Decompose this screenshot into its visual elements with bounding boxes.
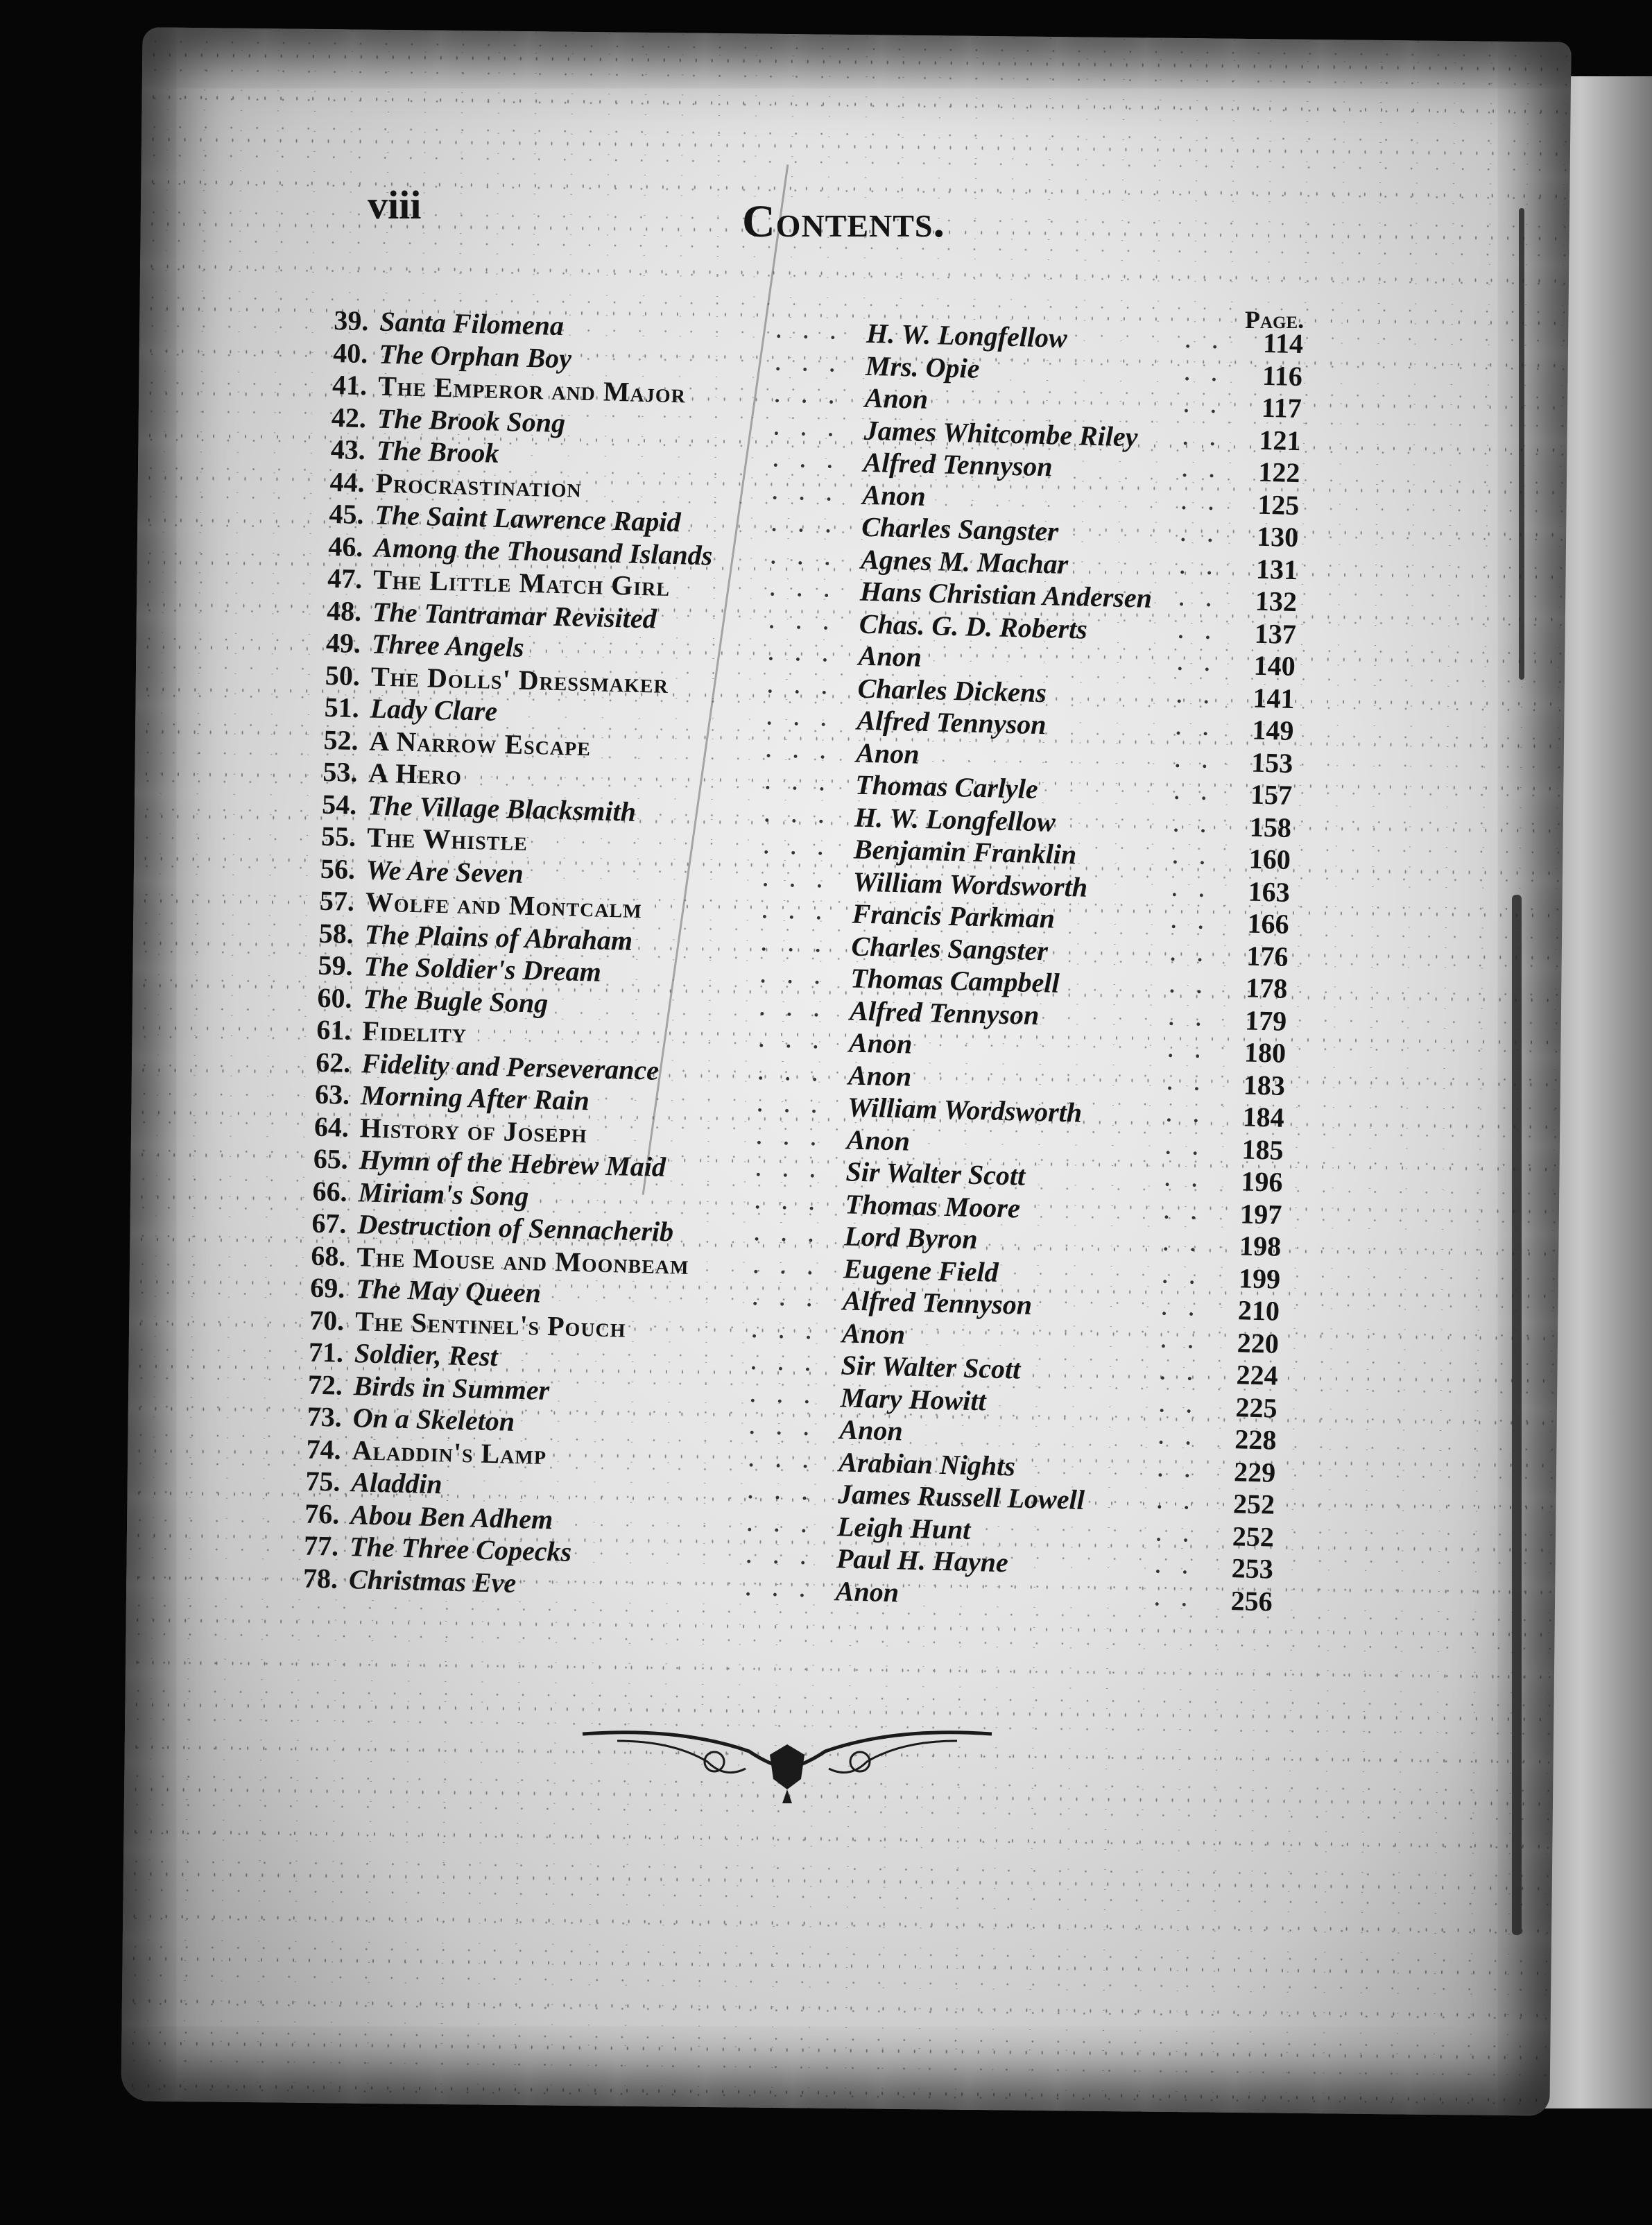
leader-dots: . . . xyxy=(768,609,837,635)
entry-page: 198 xyxy=(1239,1230,1282,1262)
entry-number: 58. xyxy=(318,917,354,950)
entry-author: Alfred Tennyson xyxy=(863,446,1053,483)
leader-dots: . . xyxy=(1155,1554,1196,1579)
binding-fold xyxy=(1519,208,1524,680)
entry-title: Destruction of Sennacherib xyxy=(357,1208,674,1248)
leader-dots: . . xyxy=(1160,1361,1201,1386)
entry-number: 53. xyxy=(322,755,359,789)
leader-dots: . . xyxy=(1183,393,1225,418)
binding-fold-lower xyxy=(1512,895,1522,1935)
contents-list xyxy=(274,304,1304,1618)
entry-title: The Tantramar Revisited xyxy=(372,596,657,635)
entry-page: 163 xyxy=(1248,875,1291,908)
entry-title: A Narrow Escape xyxy=(369,724,592,762)
entry-number: 74. xyxy=(306,1433,342,1466)
entry-number: 70. xyxy=(309,1304,345,1337)
entry-title: Morning After Rain xyxy=(360,1079,590,1117)
entry-page: 196 xyxy=(1240,1165,1284,1198)
entry-page: 140 xyxy=(1253,649,1296,682)
ornament-divider-icon xyxy=(576,1713,999,1810)
entry-title: The Orphan Boy xyxy=(378,338,572,374)
entry-number: 39. xyxy=(333,304,369,337)
entry-title: The Village Blacksmith xyxy=(367,789,637,827)
leader-dots: . . xyxy=(1162,1264,1204,1289)
entry-number: 51. xyxy=(324,691,360,724)
leader-dots: . . xyxy=(1166,1103,1207,1128)
entry-title: The Soldier's Dream xyxy=(363,950,602,988)
leader-dots: . . . xyxy=(771,513,840,538)
entry-author: Lord Byron xyxy=(843,1220,979,1255)
entry-number: 62. xyxy=(315,1046,351,1079)
entry-title: Fidelity xyxy=(361,1015,467,1049)
entry-author: Thomas Carlyle xyxy=(854,768,1039,805)
entry-page: 114 xyxy=(1262,327,1304,360)
entry-title: Procrastination xyxy=(375,467,583,504)
leader-dots: . . . xyxy=(762,867,831,893)
entry-number: 55. xyxy=(320,820,356,853)
entry-title: Miriam's Song xyxy=(358,1176,529,1212)
leader-dots: . . . xyxy=(763,835,832,860)
leader-dots: . . . xyxy=(746,1512,816,1537)
entry-page: 131 xyxy=(1255,553,1298,585)
leader-dots: . . . xyxy=(764,802,833,828)
entry-title: A Hero xyxy=(368,757,463,791)
entry-page: 180 xyxy=(1244,1036,1287,1069)
entry-author: Thomas Campbell xyxy=(850,962,1060,999)
entry-number: 72. xyxy=(307,1368,343,1401)
entry-number: 69. xyxy=(309,1271,345,1304)
entry-page: 228 xyxy=(1234,1423,1277,1456)
leader-dots: . . xyxy=(1155,1522,1197,1547)
entry-number: 54. xyxy=(321,788,357,821)
entry-number: 43. xyxy=(330,433,366,466)
entry-title: The Sentinel's Pouch xyxy=(354,1305,627,1343)
entry-page: 179 xyxy=(1244,1004,1287,1037)
entry-title: The Little Match Girl xyxy=(372,563,671,602)
leader-dots: . . xyxy=(1168,1006,1210,1031)
entry-number: 48. xyxy=(326,594,362,627)
leader-dots: . . xyxy=(1178,587,1220,612)
entry-number: 75. xyxy=(304,1465,341,1497)
entry-page: 125 xyxy=(1257,488,1300,521)
leader-dots: . . xyxy=(1176,684,1218,708)
leader-dots: . . xyxy=(1158,1425,1200,1450)
leader-dots: . . xyxy=(1156,1490,1198,1514)
entry-number: 59. xyxy=(318,949,354,981)
entry-number: 76. xyxy=(304,1497,340,1530)
leader-dots: . . . xyxy=(764,771,834,796)
entry-author: Eugene Field xyxy=(843,1252,999,1288)
leader-dots: . . . xyxy=(751,1318,820,1344)
entry-number: 68. xyxy=(310,1239,347,1272)
entry-number: 46. xyxy=(327,530,364,562)
entry-author: Anon xyxy=(839,1414,904,1447)
entry-page: 122 xyxy=(1257,456,1301,489)
entry-number: 60. xyxy=(317,981,353,1014)
leader-dots: . . xyxy=(1182,426,1224,450)
entry-title: Fidelity and Perseverance xyxy=(361,1047,660,1086)
entry-author: James Whitcombe Riley xyxy=(863,414,1139,452)
entry-page: 185 xyxy=(1241,1133,1284,1166)
leader-dots: . . xyxy=(1164,1167,1206,1192)
entry-title: On a Skeleton xyxy=(352,1402,515,1437)
entry-page: 199 xyxy=(1238,1262,1281,1295)
entry-author: William Wordsworth xyxy=(852,866,1088,903)
entry-title: Abou Ben Adhem xyxy=(350,1498,553,1535)
leader-dots: . . xyxy=(1185,329,1226,354)
leader-dots: . . . xyxy=(768,642,836,667)
leader-dots: . . . xyxy=(772,481,841,506)
leader-dots: . . xyxy=(1184,361,1225,386)
entry-page: 132 xyxy=(1255,585,1298,618)
entry-page: 220 xyxy=(1237,1326,1280,1359)
entry-page: 253 xyxy=(1231,1552,1274,1585)
entry-page: 183 xyxy=(1243,1068,1286,1101)
leader-dots: . . . xyxy=(750,1351,819,1376)
entry-author: Anon xyxy=(864,381,929,415)
entry-page: 158 xyxy=(1249,811,1292,843)
entry-number: 41. xyxy=(332,368,368,402)
leader-dots: . . . xyxy=(760,964,829,989)
leader-dots: . . . xyxy=(770,545,839,570)
entry-author: Anon xyxy=(847,1058,912,1092)
leader-dots: . . xyxy=(1171,877,1213,902)
leader-dots: . . . xyxy=(759,996,828,1022)
entry-author: Thomas Moore xyxy=(844,1187,1021,1224)
leader-dots: . . . xyxy=(758,1029,827,1054)
page-number: viii xyxy=(368,182,422,227)
leader-dots: . . xyxy=(1182,458,1223,483)
entry-number: 47. xyxy=(327,562,363,595)
leader-dots: . . . xyxy=(762,900,830,925)
entry-title: The Plains of Abraham xyxy=(364,918,633,956)
entry-title: The Emperor and Major xyxy=(377,370,687,409)
leader-dots: . . . xyxy=(748,1447,817,1472)
entry-author: William Wordsworth xyxy=(847,1091,1083,1128)
entry-author: Charles Sangster xyxy=(851,930,1049,966)
leader-dots: . . xyxy=(1171,909,1212,934)
entry-title: Soldier, Rest xyxy=(354,1337,499,1373)
entry-page: 116 xyxy=(1262,359,1303,392)
entry-author: Arabian Nights xyxy=(838,1445,1016,1482)
entry-author: Sir Walter Scott xyxy=(841,1349,1021,1385)
leader-dots: . . . xyxy=(755,1189,823,1215)
entry-title: The Brook Song xyxy=(377,402,566,438)
leader-dots: . . . xyxy=(752,1287,821,1312)
entry-page: 117 xyxy=(1261,391,1302,424)
entry-author: Anon xyxy=(858,639,922,673)
entry-number: 73. xyxy=(307,1400,343,1433)
entry-number: 40. xyxy=(332,336,368,369)
entry-number: 65. xyxy=(313,1142,349,1175)
entry-number: 61. xyxy=(316,1013,352,1046)
leader-dots: . . xyxy=(1177,651,1219,676)
entry-author: Charles Sangster xyxy=(861,510,1059,547)
entry-number: 42. xyxy=(331,401,367,433)
page-title: Contents. xyxy=(742,196,946,247)
leader-dots: . . xyxy=(1176,716,1217,741)
entry-author: Anon xyxy=(846,1123,911,1157)
entry-author: Chas. G. D. Roberts xyxy=(859,608,1088,645)
entry-title: Lady Clare xyxy=(370,692,498,727)
entry-number: 64. xyxy=(313,1110,350,1143)
entry-author: Benjamin Franklin xyxy=(853,833,1077,870)
entry-number: 67. xyxy=(311,1207,347,1239)
entry-number: 71. xyxy=(308,1336,344,1368)
leader-dots: . . xyxy=(1173,780,1216,805)
leader-dots: . . xyxy=(1163,1200,1205,1224)
leader-dots: . . . xyxy=(756,1125,825,1151)
leader-dots: . . xyxy=(1172,845,1214,870)
entry-author: Sir Walter Scott xyxy=(845,1156,1026,1192)
entry-title: Three Angels xyxy=(371,628,525,663)
entry-title: The Bugle Song xyxy=(363,982,549,1019)
entry-author: Hans Christian Andersen xyxy=(859,575,1153,614)
entry-number: 66. xyxy=(312,1175,348,1208)
leader-dots: . . xyxy=(1167,1038,1209,1063)
entry-number: 49. xyxy=(325,626,361,660)
entry-title: Hymn of the Hebrew Maid xyxy=(359,1144,666,1183)
entry-page: 176 xyxy=(1246,939,1289,972)
leader-dots: . . xyxy=(1180,522,1222,547)
entry-author: Anon xyxy=(841,1316,906,1350)
leader-dots: . . . xyxy=(774,384,843,409)
leader-dots: . . . xyxy=(750,1383,818,1409)
entry-title: The Brook xyxy=(376,434,500,469)
entry-page: 121 xyxy=(1259,424,1302,456)
leader-dots: . . . xyxy=(752,1254,822,1280)
entry-author: Anon xyxy=(835,1574,900,1608)
entry-author: Paul H. Hayne xyxy=(836,1543,1009,1579)
entry-author: Leigh Hunt xyxy=(836,1510,971,1545)
entry-author: Alfred Tennyson xyxy=(857,704,1047,741)
entry-number: 50. xyxy=(325,659,361,691)
leader-dots: . . xyxy=(1161,1296,1203,1321)
entry-title: Aladdin xyxy=(350,1466,443,1500)
entry-number: 78. xyxy=(302,1561,338,1595)
entry-title: The May Queen xyxy=(355,1273,542,1309)
entry-author: James Russell Lowell xyxy=(837,1478,1085,1515)
entry-author: Anon xyxy=(855,737,920,770)
leader-dots: . . xyxy=(1173,813,1214,837)
leader-dots: . . . xyxy=(757,1093,825,1118)
leader-dots: . . xyxy=(1167,1071,1208,1095)
entry-author: Anon xyxy=(861,479,927,512)
entry-title: Aladdin's Lamp xyxy=(352,1434,547,1470)
entry-page: 229 xyxy=(1233,1455,1276,1488)
entry-page: 252 xyxy=(1232,1520,1275,1553)
entry-title: The Mouse and Moonbeam xyxy=(356,1240,690,1280)
entry-number: 56. xyxy=(320,852,356,885)
entry-page: 157 xyxy=(1250,778,1293,811)
entry-page: 197 xyxy=(1239,1197,1282,1230)
entry-title: Santa Filomena xyxy=(379,305,565,342)
leader-dots: . . . xyxy=(754,1222,823,1247)
entry-page: 210 xyxy=(1237,1294,1280,1327)
leader-dots: . . xyxy=(1169,974,1211,999)
entry-number: 63. xyxy=(314,1078,350,1110)
entry-author: Mary Howitt xyxy=(840,1381,987,1416)
entry-title: The Saint Lawrence Rapid xyxy=(375,499,682,538)
entry-page: 224 xyxy=(1236,1359,1279,1391)
entry-title: Christmas Eve xyxy=(348,1563,517,1599)
leader-dots: . . . xyxy=(773,448,841,473)
leader-dots: . . . xyxy=(766,738,834,764)
leader-dots: . . xyxy=(1179,555,1221,579)
entry-page: 256 xyxy=(1230,1584,1273,1617)
entry-author: Anon xyxy=(848,1026,913,1060)
entry-number: 57. xyxy=(319,884,355,917)
leader-dots: . . . xyxy=(775,352,843,377)
entry-title: The Dolls' Dressmaker xyxy=(370,660,669,699)
entry-author: H. W. Longfellow xyxy=(854,801,1056,838)
entry-author: Alfred Tennyson xyxy=(842,1285,1033,1321)
entry-author: Alfred Tennyson xyxy=(849,994,1040,1031)
leader-dots: . . . xyxy=(749,1416,818,1441)
leader-dots: . . . xyxy=(761,931,829,957)
entry-author: Charles Dickens xyxy=(857,672,1047,708)
leader-dots: . . . xyxy=(767,673,836,699)
entry-page: 225 xyxy=(1234,1391,1278,1424)
entry-title: The Whistle xyxy=(366,821,528,857)
entry-number: 77. xyxy=(303,1529,339,1562)
leader-dots: . . xyxy=(1154,1586,1196,1611)
leader-dots: . . xyxy=(1157,1458,1199,1482)
entry-page: 178 xyxy=(1245,972,1288,1004)
entry-title: History of Joseph xyxy=(359,1111,588,1149)
entry-page: 160 xyxy=(1248,843,1291,875)
entry-page: 141 xyxy=(1252,682,1296,714)
entry-author: Agnes M. Machar xyxy=(860,543,1069,580)
leader-dots: . . xyxy=(1159,1393,1201,1418)
leader-dots: . . . xyxy=(766,706,835,731)
entry-page: 130 xyxy=(1256,520,1299,553)
leader-dots: . . xyxy=(1170,942,1212,966)
leader-dots: . . . xyxy=(755,1158,824,1183)
leader-dots: . . . xyxy=(773,416,842,441)
entry-page: 252 xyxy=(1232,1488,1275,1520)
leader-dots: . . . xyxy=(775,319,845,344)
page-column-label: Page. xyxy=(1245,306,1305,334)
entry-page: 149 xyxy=(1251,714,1294,747)
leader-dots: . . . xyxy=(757,1060,826,1086)
entry-page: 166 xyxy=(1247,907,1290,940)
entry-title: We Are Seven xyxy=(365,853,524,889)
leader-dots: . . . xyxy=(769,577,838,602)
entry-author: Francis Parkman xyxy=(852,897,1056,934)
entry-page: 153 xyxy=(1250,746,1293,779)
entry-author: Mrs. Opie xyxy=(865,350,981,384)
entry-author: H. W. Longfellow xyxy=(866,317,1068,354)
entry-title: The Three Copecks xyxy=(349,1531,572,1567)
leader-dots: . . xyxy=(1160,1329,1202,1353)
leader-dots: . . . xyxy=(745,1577,814,1601)
leader-dots: . . xyxy=(1165,1135,1207,1160)
leader-dots: . . . xyxy=(746,1545,814,1570)
entry-title: Birds in Summer xyxy=(353,1369,550,1406)
entry-title: Wolfe and Montcalm xyxy=(365,886,643,925)
entry-number: 45. xyxy=(329,497,365,531)
leader-dots: . . . xyxy=(747,1480,816,1505)
leader-dots: . . xyxy=(1180,490,1223,515)
leader-dots: . . xyxy=(1178,619,1219,644)
entry-page: 184 xyxy=(1242,1101,1285,1133)
entry-page: 137 xyxy=(1254,617,1297,650)
leader-dots: . . xyxy=(1174,748,1216,773)
entry-number: 44. xyxy=(329,465,365,498)
entry-title: Among the Thousand Islands xyxy=(373,531,713,571)
entry-number: 52. xyxy=(323,723,359,756)
leader-dots: . . xyxy=(1162,1232,1205,1257)
